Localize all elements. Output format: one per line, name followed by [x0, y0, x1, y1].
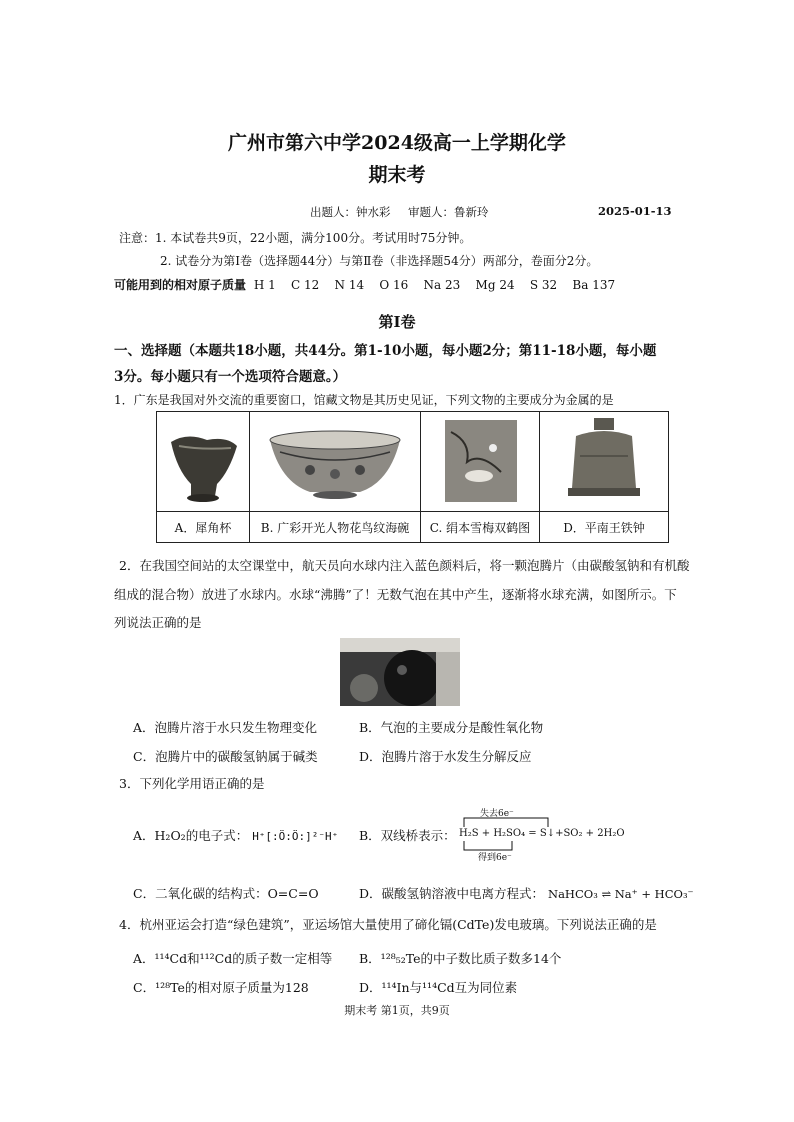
water-ball-icon: [340, 638, 460, 706]
q3-option-a-formula: H⁺[:Ö:Ö:]²⁻H⁺: [252, 830, 339, 843]
exam-date: 2025-01-13: [598, 204, 672, 218]
q1-option-b[interactable]: B. 广彩开光人物花鸟纹海碗: [250, 512, 421, 543]
exam-title: 广州市第六中学2024级高一上学期化学: [228, 132, 566, 154]
artifact-image-c: [421, 412, 540, 512]
q2-option-a[interactable]: A．泡腾片溶于水只发生物理变化: [133, 720, 318, 735]
q3-b-electron-gain: 得到6e⁻: [478, 853, 512, 863]
q2-option-b[interactable]: B．气泡的主要成分是酸性氧化物: [359, 720, 544, 735]
artifact-image-b: [250, 412, 421, 512]
q3-option-d-equation: NaHCO₃ ⇌ Na⁺ + HCO₃⁻: [548, 887, 694, 901]
artifact-table: [156, 411, 669, 543]
rhino-horn-cup-icon: [157, 412, 249, 508]
q1-option-c[interactable]: C. 绢本雪梅双鹤图: [421, 512, 540, 543]
q3-b-top-bracket: [462, 816, 552, 828]
q3-stem: 3．下列化学用语正确的是: [119, 776, 265, 791]
exam-subtitle: 期末考: [368, 164, 426, 186]
page-footer: 期末考 第1页，共9页: [344, 1004, 450, 1017]
q4-option-b[interactable]: B．¹²⁸₅₂Te的中子数比质子数多14个: [359, 951, 562, 966]
silk-painting-icon: [421, 412, 539, 508]
q1-option-d[interactable]: D．平南王铁钟: [540, 512, 669, 543]
q3-option-b[interactable]: [359, 826, 456, 844]
iron-bell-icon: [540, 412, 668, 508]
reviewer: 审题人：鲁新玲: [408, 205, 489, 219]
q2-line3: 列说法正确的是: [114, 615, 202, 630]
q3-option-d-label: D．碳酸氢钠溶液中电离方程式：: [359, 886, 545, 901]
q3-option-c[interactable]: C．二氧化碳的结构式：O=C=O: [133, 886, 319, 901]
atomic-masses: [114, 276, 615, 293]
q4-option-c[interactable]: C．¹²⁸Te的相对原子质量为128: [133, 980, 309, 995]
water-ball-photo: [340, 638, 460, 706]
artifact-image-a: [157, 412, 250, 512]
q2-option-d[interactable]: D．泡腾片溶于水发生分解反应: [359, 749, 532, 764]
q4-option-a[interactable]: A．¹¹⁴Cd和¹¹²Cd的质子数一定相等: [133, 951, 333, 966]
q2-line1: 2．在我国空间站的太空课堂中，航天员向水球内注入蓝色颜料后，将一颗泡腾片（由碳酸氢钠和有机酸: [119, 558, 690, 573]
q2-option-c[interactable]: C．泡腾片中的碳酸氢钠属于碱类: [133, 749, 318, 764]
atomic-mass-values: H 1 C 12 N 14 O 16 Na 23 Mg 24 S 32 Ba 137: [253, 278, 616, 292]
q2-line2: 组成的混合物）放进了水球内。水球“沸腾”了！无数气泡在其中产生，逐渐将水球充满，如图所示。下: [114, 587, 677, 602]
note-1: 注意：1. 本试卷共9页，22小题，满分100分。考试用时75分钟。: [119, 231, 472, 245]
q4-stem: 4．杭州亚运会打造“绿色建筑”，亚运场馆大量使用了碲化镉(CdTe)发电玻璃。下列说法正确的是: [119, 917, 657, 932]
q1-stem: 1．广东是我国对外交流的重要窗口，馆藏文物是其历史见证，下列文物的主要成分为金属的是: [114, 393, 614, 407]
artifact-image-d: [540, 412, 669, 512]
author: 出题人：钟水彩: [310, 205, 391, 219]
q3-b-electron-loss: 失去6e⁻: [480, 809, 514, 819]
note-2: 2. 试卷分为第Ⅰ卷（选择题44分）与第Ⅱ卷（非选择题54分）两部分，卷面分2分。: [160, 254, 599, 268]
q3-b-equation: H₂S + H₂SO₄ = S↓+SO₂ + 2H₂O: [459, 828, 625, 839]
q3-option-a[interactable]: [133, 826, 338, 844]
atomic-mass-label: 可能用到的相对原子质量: [114, 278, 247, 292]
q3-option-a-label: A．H₂O₂的电子式：: [133, 828, 249, 843]
q3-option-b-label: B．双线桥表示：: [359, 828, 456, 843]
q1-option-a[interactable]: A．犀角杯: [157, 512, 250, 543]
q3-option-d[interactable]: [359, 884, 694, 902]
porcelain-bowl-icon: [250, 412, 420, 508]
section-heading-line1: 一、选择题（本题共18小题，共44分。第1-10小题，每小题2分；第11-18小题，每小题: [114, 343, 657, 359]
section-heading-line2: 3分。每小题只有一个选项符合题意。）: [114, 369, 347, 385]
volume-heading: 第Ⅰ卷: [378, 313, 416, 331]
q4-option-d[interactable]: D．¹¹⁴In与¹¹⁴Cd互为同位素: [359, 980, 518, 995]
